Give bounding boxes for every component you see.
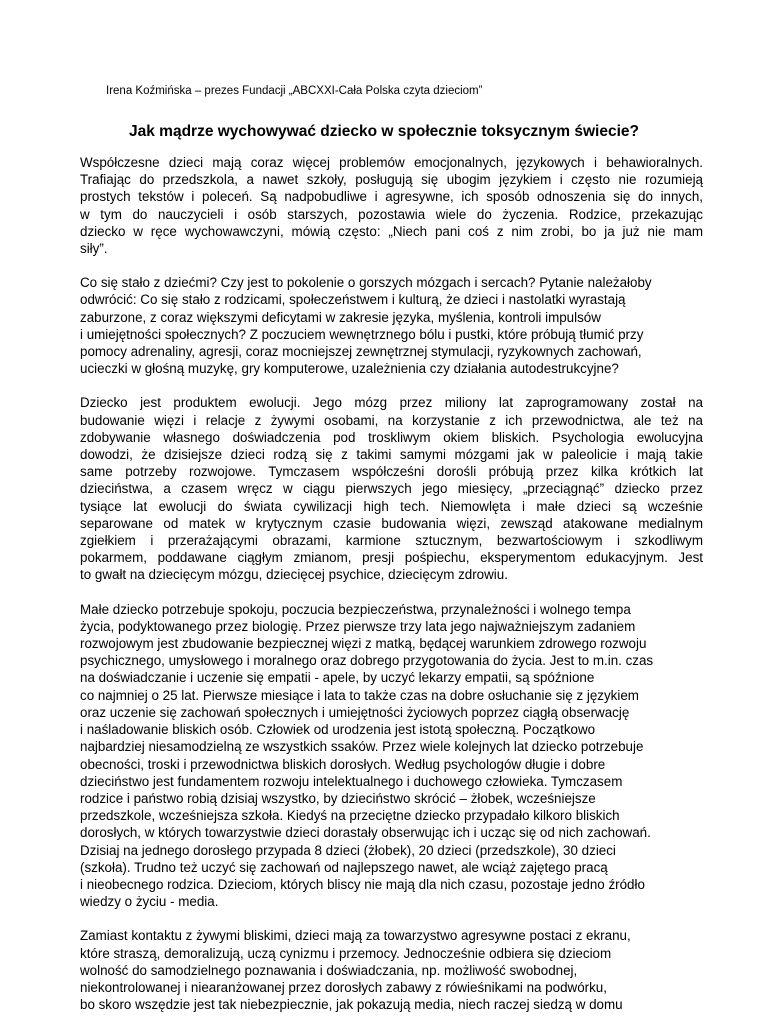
text-line: na doświadczanie i uczenie się empatii - apele, by uczyć lekarzy empatii, są spóźnione <box>80 670 595 686</box>
paragraph-3 <box>80 394 703 583</box>
text-line: same potrzeby rozwojowe. Tymczasem współcześni dorośli próbują przez kilka krótkich lat <box>80 464 703 480</box>
text-line: pomocy adrenaliny, agresji, coraz mocniejszej zewnętrznej stymulacji, ryzykownych zachowań, <box>80 344 642 360</box>
paragraph-2 <box>80 274 703 377</box>
text-line: zaburzone, z coraz większymi deficytami w zakresie języka, myślenia, kontroli impulsów <box>80 309 601 325</box>
text-line: najbardziej niesamodzielną ze wszystkich ssaków. Przez wiele kolejnych lat dziecko potrzebuje <box>80 739 644 755</box>
text-line: Trafiając do przedszkola, a nawet szkoły, posługują się ubogim językiem i często nie rozumieją <box>80 172 703 188</box>
text-line: Dzisiaj na jednego dorosłego przypada 8 dzieci (żłobek), 20 dzieci (przedszkole), 30 dzieci <box>80 842 616 858</box>
text-line: wiedzy o życiu - media. <box>80 894 219 910</box>
text-line: życia, podyktowanego przez biologię. Przez pierwsze trzy lata jego najważniejszym zadaniem <box>80 618 636 634</box>
text-line: to gwałt na dziecięcym mózgu, dziecięcej psychice, dziecięcym zdrowiu. <box>80 567 508 583</box>
text-line: zdobywanie własnego doświadczenia pod troskliwym okiem bliskich. Psychologia ewolucyjna <box>80 429 703 445</box>
paragraph-1 <box>80 154 703 257</box>
text-line: dzieciństwa, a czasem wręcz w ciągu pierwszych jego miesięcy, „przeciągnąć” dziecko przez <box>80 481 703 497</box>
text-line: prostych tekstów i poleceń. Są nadpobudliwe i agresywne, ich sposób odnoszenia się do innych, <box>80 189 703 205</box>
author-line: Irena Koźmińska – prezes Fundacji „ABCXXI-Cała Polska czyta dzieciom” <box>106 85 483 97</box>
text-line: i umiejętności społecznych? Z poczuciem wewnętrznego bólu i pustki, które próbują tłumić przy <box>80 326 644 342</box>
paragraph-4 <box>80 601 703 911</box>
text-line: tysiące lat ewolucji do świata cywilizacji high tech. Niemowlęta i małe dzieci są wcześnie <box>80 498 703 514</box>
text-line: dorosłych, w których towarzystwie dzieci dorastały obserwując ich i ucząc się od nich zachowań. <box>80 825 651 841</box>
text-line: Co się stało z dziećmi? Czy jest to pokolenie o gorszych mózgach i sercach? Pytanie należałoby <box>80 275 652 291</box>
article-body <box>80 154 703 1030</box>
text-line: oraz uczenie się zachowań społecznych i umiejętności życiowych poprzez ciągłą obserwację <box>80 704 630 720</box>
text-line: siły”. <box>80 241 108 257</box>
text-line: rozwojowym jest zbudowanie bezpiecznej więzi z matką, będącej warunkiem zdrowego rozwoju <box>80 636 647 652</box>
text-line: obecności, troski i przewodnictwa bliskich dorosłych. Według psychologów długie i dobre <box>80 756 606 772</box>
text-line: bo skoro wszędzie jest tak niebezpiecznie, jak pokazują media, niech raczej siedzą w domu <box>80 997 623 1013</box>
text-line: dziecko w ręce wychowawczyni, mówią często: „Niech pani coś z nim zrobi, bo ja już nie mam <box>80 223 703 239</box>
text-line: w tym do nauczycieli i osób starszych, pozostawia wiele do życzenia. Rodzice, przekazując <box>80 206 703 222</box>
text-line: pokarmem, poddawane ciągłym zmianom, presji pośpiechu, eksperymentom edukacyjnym. Jest <box>80 550 703 566</box>
text-line: Dziecko jest produktem ewolucji. Jego mózg przez miliony lat zaprogramowany został na <box>80 395 703 411</box>
paragraph-5 <box>80 927 703 1013</box>
text-line: przedszkole, wcześniejsza szkoła. Kiedyś na przeciętne dziecko przypadało kilkoro bliskich <box>80 808 620 824</box>
text-line: Małe dziecko potrzebuje spokoju, poczucia bezpieczeństwa, przynależności i wolnego tempa <box>80 601 631 617</box>
text-line: ucieczki w głośną muzykę, gry komputerowe, uzależnienia czy działania autodestrukcyjne? <box>80 361 619 377</box>
text-line: niekontrolowanej i niearanżowanej przez dorosłych zabawy z rówieśnikami na podwórku, <box>80 979 607 995</box>
text-line: psychicznego, umysłowego i moralnego oraz dobrego przygotowania do życia. Jest to m.in. czas <box>80 653 654 669</box>
text-line: które straszą, demoralizują, uczą cynizmu i przemocy. Jednocześnie odbiera się dzieciom <box>80 945 612 961</box>
text-line: i nieobecnego rodzica. Dzieciom, których bliscy nie mają dla nich czasu, pozostaje jedno źródło <box>80 876 645 892</box>
text-line: budowanie więzi i relacje z żywymi osobami, na korzystanie z ich przewodnictwa, ale też na <box>80 412 703 428</box>
text-line: odwrócić: Co się stało z rodzicami, społeczeństwem i kulturą, że dzieci i nastolatki wyrastają <box>80 292 626 308</box>
text-line: dzieciństwo jest fundamentem rozwoju intelektualnego i duchowego człowieka. Tymczasem <box>80 773 623 789</box>
text-line: (szkoła). Trudno też uczyć się zachowań od najlepszego nawet, ale wciąż zajętego pracą <box>80 859 608 875</box>
document-title: Jak mądrze wychowywać dziecko w społecznie toksycznym świecie? <box>129 123 639 140</box>
text-line: wolność do samodzielnego poznawania i doświadczania, np. możliwość swobodnej, <box>80 962 578 978</box>
text-line: i naśladowanie bliskich osób. Człowiek od urodzenia jest istotą społeczną. Początkowo <box>80 722 596 738</box>
text-line: Współczesne dzieci mają coraz więcej problemów emocjonalnych, językowych i behawioralnych. <box>80 155 703 170</box>
text-line: zgiełkiem i przerażającymi obrazami, karmione sztucznym, bezwartościowym i szkodliwym <box>80 533 703 549</box>
text-line: dowodzi, że dzisiejsze dzieci rodzą się z takimi samymi mózgami jak w paleolicie i mają takie <box>80 447 703 463</box>
text-line: separowane od matek w krytycznym czasie budowania więzi, zewsząd atakowane medialnym <box>80 515 703 531</box>
text-line: Zamiast kontaktu z żywymi bliskimi, dzieci mają za towarzystwo agresywne postaci z ekranu, <box>80 928 631 944</box>
text-line: co najmniej o 25 lat. Pierwsze miesiące i lata to także czas na dobre osłuchanie się z językiem <box>80 687 639 703</box>
text-line: rodzice i państwo robią dzisiaj wszystko, by dzieciństwo skrócić – żłobek, wcześniejsze <box>80 790 596 806</box>
